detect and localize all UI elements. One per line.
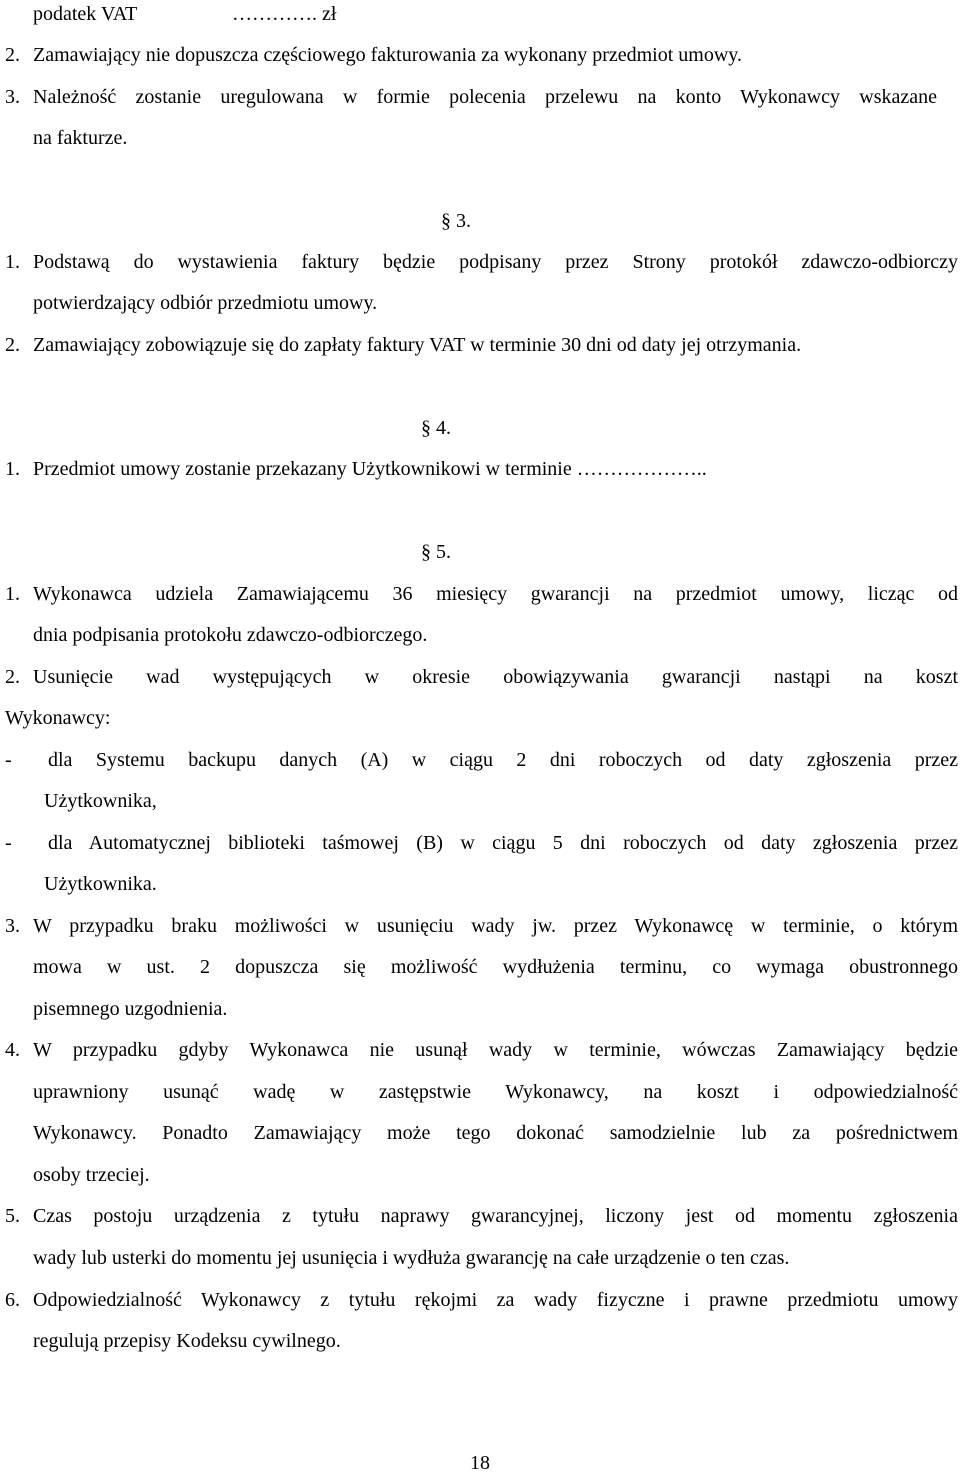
- paragraph-text: Usunięcie wad występujących w okresie obowiązywania gwarancji nastąpi na koszt: [33, 666, 958, 688]
- bullet-text: Użytkownika,: [44, 790, 157, 812]
- paragraph-text: pisemnego uzgodnienia.: [33, 998, 228, 1020]
- paragraph-number: 3.: [5, 86, 20, 108]
- paragraph-text: Zamawiający nie dopuszcza częściowego fakturowania za wykonany przedmiot umowy.: [33, 44, 742, 66]
- paragraph-text: na fakturze.: [33, 127, 128, 149]
- paragraph-number: 2.: [5, 666, 20, 688]
- paragraph-text: Podstawą do wystawienia faktury będzie podpisany przez Strony protokół zdawczo-odbiorczy: [33, 251, 958, 273]
- paragraph-number: 1.: [5, 458, 20, 480]
- paragraph-number: 4.: [5, 1039, 20, 1061]
- paragraph-text: osoby trzeciej.: [33, 1164, 150, 1186]
- paragraph-text: uprawniony usunąć wadę w zastępstwie Wykonawcy, na koszt i odpowiedzialność: [33, 1081, 958, 1103]
- paragraph-number: 2.: [5, 44, 20, 66]
- paragraph-number: 1.: [5, 583, 20, 605]
- vat-label: podatek VAT: [33, 3, 138, 25]
- paragraph-text: Przedmiot umowy zostanie przekazany Użytkownikowi w terminie ………………..: [33, 458, 707, 480]
- paragraph-number: 2.: [5, 334, 20, 356]
- paragraph-text: dnia podpisania protokołu zdawczo-odbiorczego.: [33, 624, 428, 646]
- paragraph-text: mowa w ust. 2 dopuszcza się możliwość wydłużenia terminu, co wymaga obustronnego: [33, 956, 958, 978]
- bullet-text: dla Systemu backupu danych (A) w ciągu 2 dni roboczych od daty zgłoszenia przez: [48, 749, 958, 771]
- paragraph-text: Należność zostanie uregulowana w formie polecenia przelewu na konto Wykonawcy wskazane: [33, 86, 937, 108]
- section-heading: § 4.: [421, 417, 451, 439]
- paragraph-text: Zamawiający zobowiązuje się do zapłaty faktury VAT w terminie 30 dni od daty jej otrzymania.: [33, 334, 802, 356]
- section-heading: § 5.: [421, 541, 451, 563]
- section-heading: § 3.: [441, 210, 471, 232]
- paragraph-text: Czas postoju urządzenia z tytułu naprawy gwarancyjnej, liczony jest od momentu zgłoszenia: [33, 1205, 958, 1227]
- paragraph-text: Wykonawca udziela Zamawiającemu 36 miesięcy gwarancji na przedmiot umowy, licząc od: [33, 583, 958, 605]
- paragraph-text: Odpowiedzialność Wykonawcy z tytułu rękojmi za wady fizyczne i prawne przedmiotu umowy: [33, 1289, 958, 1311]
- paragraph-number: 3.: [5, 915, 20, 937]
- paragraph-text: potwierdzający odbiór przedmiotu umowy.: [33, 292, 378, 314]
- paragraph-text: Wykonawcy:: [5, 707, 111, 729]
- vat-value: …………. zł: [232, 3, 337, 25]
- paragraph-text: wady lub usterki do momentu jej usunięcia i wydłuża gwarancję na całe urządzenie o ten czas.: [33, 1247, 790, 1269]
- paragraph-number: 5.: [5, 1205, 20, 1227]
- bullet-text: Użytkownika.: [44, 873, 157, 895]
- paragraph-text: Wykonawcy. Ponadto Zamawiający może tego dokonać samodzielnie lub za pośrednictwem: [33, 1122, 958, 1144]
- bullet-dash: -: [5, 832, 12, 854]
- bullet-dash: -: [5, 749, 12, 771]
- paragraph-text: regulują przepisy Kodeksu cywilnego.: [33, 1330, 341, 1352]
- page-number: 18: [470, 1452, 490, 1474]
- paragraph-text: W przypadku braku możliwości w usunięciu wady jw. przez Wykonawcę w terminie, o którym: [33, 915, 958, 937]
- paragraph-text: W przypadku gdyby Wykonawca nie usunął wady w terminie, wówczas Zamawiający będzie: [33, 1039, 958, 1061]
- bullet-text: dla Automatycznej biblioteki taśmowej (B) w ciągu 5 dni roboczych od daty zgłoszenia przez: [48, 832, 958, 854]
- paragraph-number: 1.: [5, 251, 20, 273]
- paragraph-number: 6.: [5, 1289, 20, 1311]
